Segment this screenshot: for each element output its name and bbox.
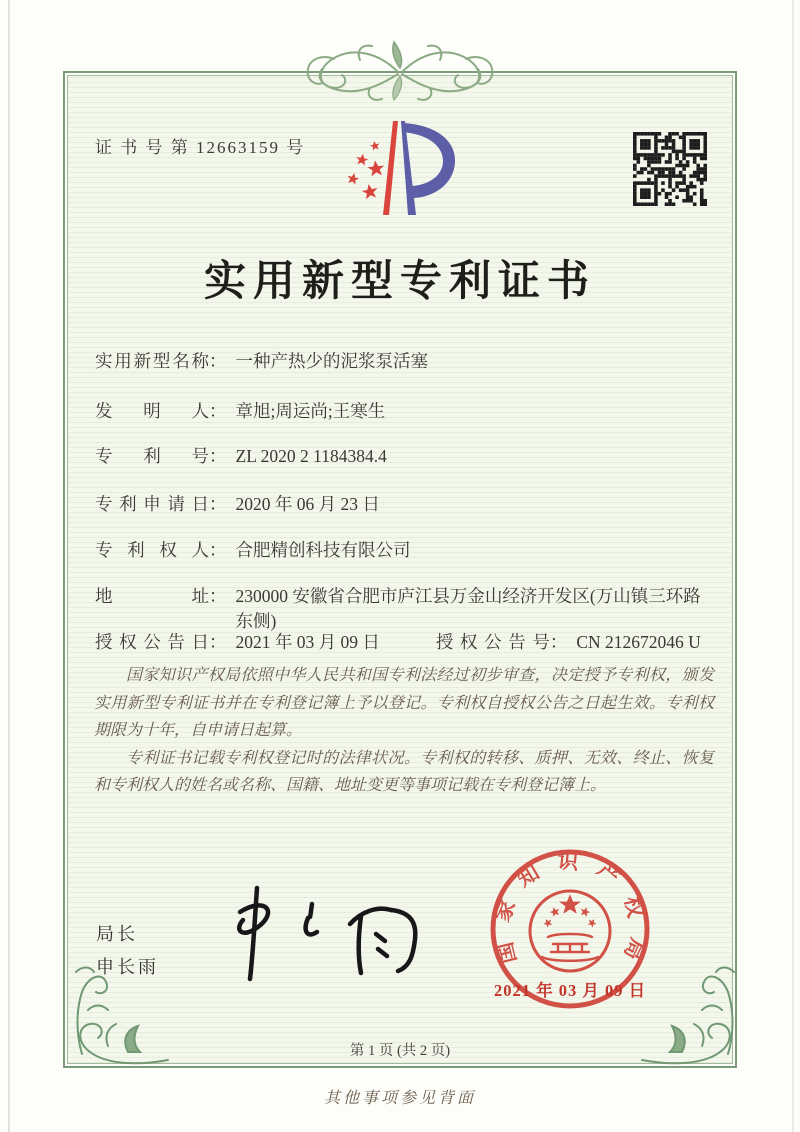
grant-date-value: 2021 年 03 月 09 日	[235, 632, 380, 652]
signer-name: 申长雨	[96, 957, 159, 977]
commissioner-signature	[212, 882, 430, 984]
field-label: 专利号	[95, 446, 209, 466]
field-colon: ：	[209, 586, 227, 606]
field-colon: ：	[209, 540, 227, 560]
national-emblem	[530, 891, 610, 971]
field-label: 授权公告日	[95, 632, 209, 652]
field-row-grant	[95, 630, 717, 655]
grant-number-value: CN 212672046 U	[576, 632, 701, 652]
field-value: 一种产热少的泥浆泵活塞	[235, 351, 428, 371]
back-note: 其他事项参见背面	[323, 1090, 476, 1107]
field-row-filing-date	[95, 492, 717, 517]
cnipa-logo	[344, 116, 466, 222]
certificate-title: 实用新型专利证书	[203, 259, 596, 305]
field-value: 合肥精创科技有限公司	[235, 540, 411, 560]
field-row-patent-number	[95, 444, 717, 469]
field-label: 地址	[95, 586, 209, 606]
certificate-number: 证 书 号 第 12663159 号	[95, 138, 306, 157]
logo-stars	[346, 140, 385, 200]
field-label: 实用新型名称	[95, 351, 209, 371]
qr-code	[633, 132, 707, 206]
field-colon: ：	[209, 494, 227, 514]
seal-arc-text: 国家知识产权局	[488, 848, 652, 980]
field-value: 2020 年 06 月 23 日	[235, 494, 380, 514]
body-paragraph-1: 国家知识产权局依照中华人民共和国专利法经过初步审查，决定授予专利权，颁发实用新型专利证书并在专利登记簿上予以登记。专利权自授权公告之日起生效。专利权期限为十年，自申请日起算。	[94, 667, 714, 739]
field-row-name	[95, 349, 717, 374]
field-label: 发明人	[95, 401, 209, 421]
field-label: 授权公告号	[435, 632, 550, 652]
body-paragraph-2: 专利证书记载专利权登记时的法律状况。专利权的转移、质押、无效、终止、恢复和专利权人的姓名或名称、国籍、地址变更等事项记载在专利登记簿上。	[94, 749, 714, 794]
grant-date-group	[95, 630, 380, 655]
scan-edge-left	[8, 0, 10, 1132]
field-row-patentee	[95, 538, 717, 563]
logo-blue-pillar	[401, 121, 416, 215]
top-flourish-ornament	[240, 36, 560, 106]
field-colon: ：	[209, 351, 227, 371]
seal-date: 2021 年 03 月 09 日	[493, 981, 647, 1000]
field-row-address	[95, 584, 717, 634]
field-value: 230000 安徽省合肥市庐江县万金山经济开发区(万山镇三环路东侧)	[235, 586, 701, 631]
field-colon: ：	[209, 401, 227, 421]
page-number: 第 1 页 (共 2 页)	[349, 1043, 451, 1059]
field-colon: ：	[209, 446, 227, 466]
field-row-inventors	[95, 399, 717, 424]
signer-title: 局长	[96, 924, 138, 944]
field-colon: ：	[549, 632, 568, 652]
grant-number-group	[436, 630, 701, 655]
field-value: 章旭;周运尚;王寒生	[235, 401, 386, 421]
legal-body-text	[94, 662, 714, 800]
field-label: 专利申请日	[95, 494, 209, 514]
field-label: 专利权人	[95, 540, 209, 560]
logo-red-pillar	[383, 121, 398, 215]
field-colon: ：	[209, 632, 227, 652]
scan-edge-right	[792, 0, 794, 1132]
field-value: ZL 2020 2 1184384.4	[235, 446, 387, 466]
